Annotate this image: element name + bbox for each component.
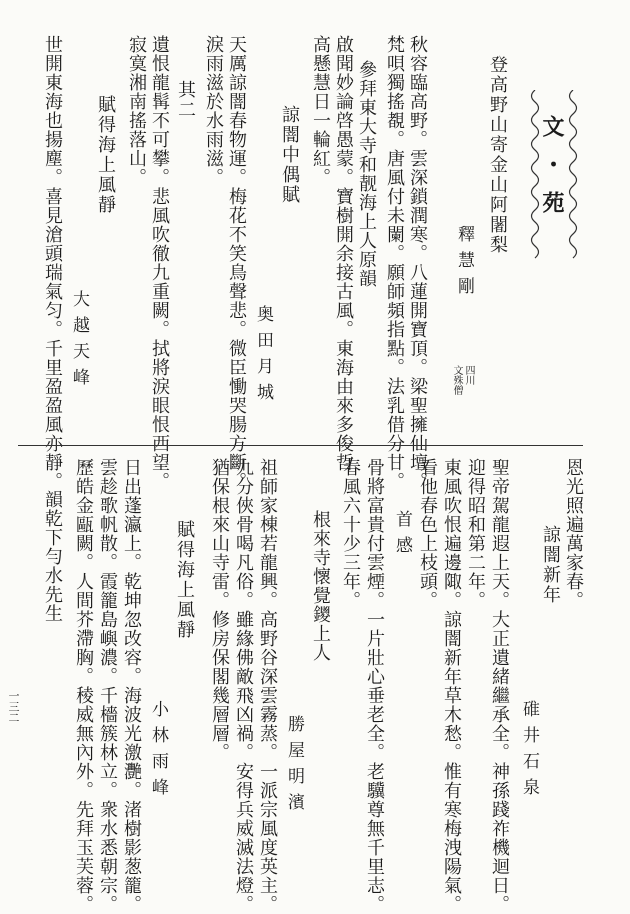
poem-line: 淚雨滋於水雨滋。	[203, 35, 224, 187]
header-wave-ornament	[566, 90, 580, 265]
poem5-title: 賦得海上風靜	[95, 95, 116, 215]
poem-line: 秋容臨高野。雲深鎖潤寒。八蓮開寶頂。梁聖擁仙壇。	[407, 35, 428, 491]
poem10-author: 小林雨峰	[148, 700, 168, 804]
poem-line: 雲趁歌帆散。霞籠島嶼濃。千檣簇林立。衆水悉朝宗。	[97, 458, 118, 914]
section-divider	[18, 445, 583, 446]
poem6-title: 諒闇新年	[540, 525, 561, 605]
poem-line: 啟聞妙論啓愚蒙。寶樹開余接古風。東海由來多俊哲	[333, 35, 354, 472]
poem-line: 寂寞湘南搖落山。	[126, 35, 147, 187]
poem1-author: 釋慧剛	[454, 225, 474, 303]
poem9-title: 根來寺懷覺鑁上人	[310, 510, 331, 662]
poem-line: 梵唄獨搖覩。唐風付未闌。願師頻指點。法乳借分甘。	[384, 35, 405, 491]
poem-line: 春風六十少三年。	[340, 458, 361, 610]
poem-line: 看他春色上枝頭。	[417, 458, 438, 610]
poem4-title: 其二	[175, 80, 196, 120]
poem-line: 東風吹恨遍邊陬。諒闇新年草木愁。惟有寒梅洩陽氣。	[441, 458, 462, 914]
poem-line: 高懸慧日一輪紅。	[310, 35, 331, 187]
poem6-author: 碓井石泉	[519, 700, 539, 804]
poem2-title: 參拜東大寺和靓海上人原韻	[356, 60, 377, 288]
poem3-title: 諒闇中偶賦	[279, 105, 300, 205]
poem1-title: 登高野山寄金山阿闍梨	[487, 55, 508, 255]
poem8-title: 首感	[392, 510, 412, 562]
poem-line: 恩光照遍萬家春。	[563, 458, 584, 610]
poem-line: 聖帝駕龍遐上天。大正遺緒繼承全。神孫踐祚機迴日。	[489, 458, 510, 914]
poem1-note: 四川	[463, 365, 474, 385]
poem-line: 九分俠骨喝凡俗。雖緣佛敵飛凶禍。安得兵威滅法燈。	[233, 458, 254, 914]
poem10-title: 賦得海上風靜	[174, 520, 195, 640]
section-header: 文・苑	[539, 115, 565, 229]
poem9-author: 勝屋明濱	[284, 715, 304, 819]
poem3-author: 奥田月城	[253, 305, 273, 409]
poem5-author: 大越天峰	[69, 290, 89, 394]
poem-line: 歷皓金甌闕。人間芥滯胸。稜威無內外。先拜玉芙蓉。	[73, 458, 94, 914]
poem1-note: 文殊僧	[451, 365, 462, 395]
poem-line: 遺恨龍髯不可攀。悲風吹徹九重闕。拭將淚眼恨西望。	[149, 35, 170, 491]
poem-line: 日出蓬瀛上。乾坤忽改容。海波光激灧。渚樹影葱籠。	[121, 458, 142, 914]
poem-line: 世開東海也揚塵。喜見滄頭瑞氣匀。千里盈盈風亦靜。	[42, 35, 63, 491]
poem-line: 天厲諒闇春物運。梅花不笑鳥聲悲。微臣慟哭腸方斷。	[226, 35, 247, 491]
poem-line: 祖師家棟若龍興。高野谷深雲霧蒸。一派宗風度英主。	[257, 458, 278, 914]
poem11-rhyme: 韻乾下勻水先生	[42, 490, 63, 623]
poem-line: 骨將富貴付雲煙。一片壯心垂老全。老驥尊無千里志。	[364, 458, 385, 914]
poem-line: 猶保根來山寺雷。修房保閣幾層層。	[209, 458, 230, 762]
poem-line: 迎得昭和第二年。	[465, 458, 486, 610]
page-number: 一三二	[7, 690, 20, 723]
